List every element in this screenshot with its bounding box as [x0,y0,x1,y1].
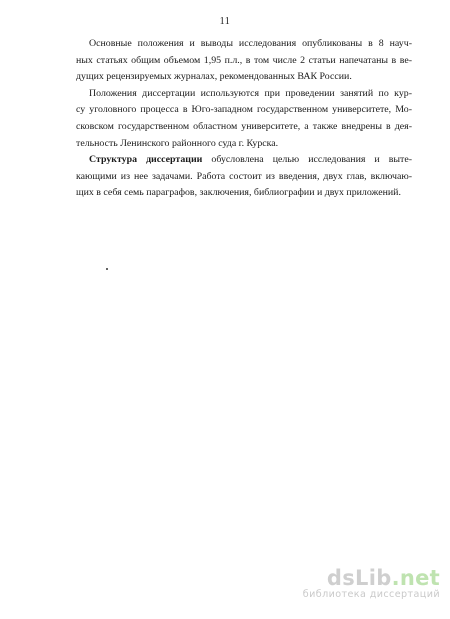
text-line: сковском государственном областном университете, а также внедрены в дея- [76,120,412,132]
text-fragment: обусловлена целью исследования и выте- [202,154,413,166]
text-line: щих в себя семь параграфов, заключения, библиографии и двух приложений. [76,187,401,199]
paragraph-publications [76,36,412,86]
paragraph-implementation [76,86,412,152]
watermark-logo-accent: .net [391,566,440,590]
document-body [76,36,412,202]
text-line: су уголовного процесса в Юго-западном государственном университете, Мо- [76,104,412,116]
page-number: 11 [219,16,231,27]
text-line: дущих рецензируемых журналах, рекомендованных ВАК России. [76,71,352,83]
watermark-logo [298,567,440,589]
text-line: Положения диссертации используются при проведении занятий по кур- [89,87,412,99]
watermark [298,567,440,601]
text-line [76,152,412,169]
text-line: кающими из нее задачами. Работа состоит из введения, двух глав, включаю- [76,170,412,182]
paragraph-structure [76,152,412,202]
text-line: тельность Ленинского районного суда г. Курска. [76,137,279,149]
text-line: Основные положения и выводы исследования опубликованы в 8 науч- [89,38,412,49]
watermark-logo-main: dsLib [326,566,392,590]
scan-artifact-dot [106,268,108,270]
section-heading-inline: Структура диссертации [89,154,203,166]
watermark-tagline: библиотека диссертаций [302,589,440,600]
text-line: ных статьях общим объемом 1,95 п.л., в том числе 2 статьи напечатаны в ве- [76,54,412,66]
